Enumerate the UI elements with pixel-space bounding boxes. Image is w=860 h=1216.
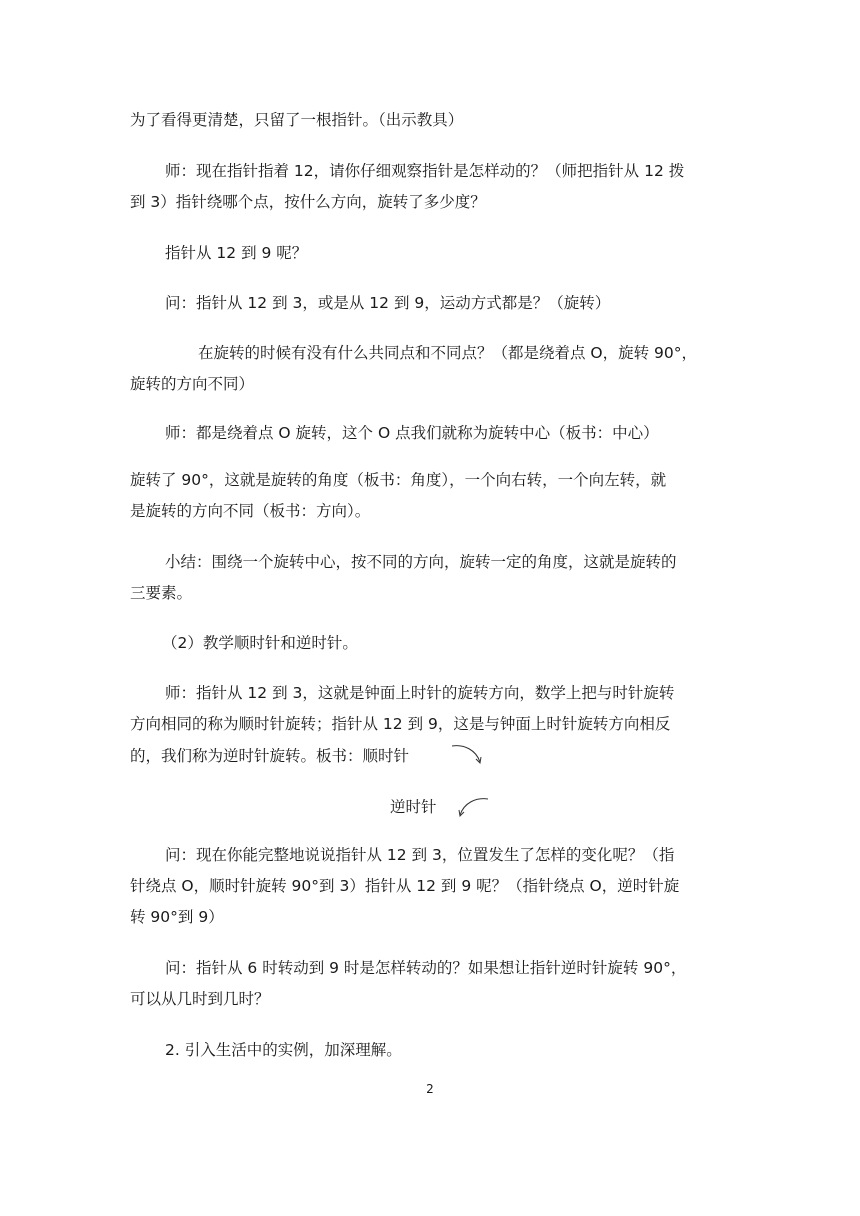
page-number: 2 bbox=[426, 1082, 434, 1096]
text-line-18: 问：现在你能完整地说说指针从 12 到 3，位置发生了怎样的变化呢？（指 bbox=[165, 846, 675, 864]
text-line-21: 问：指针从 6 时转动到 9 时是怎样转动的？如果想让指针逆时针旋转 90°， bbox=[165, 959, 687, 977]
text-line-11: 小结：围绕一个旋转中心，按不同的方向，旋转一定的角度，这就是旋转的 bbox=[165, 553, 677, 571]
text-line-3: 到 3）指针绕哪个点，按什么方向，旋转了多少度？ bbox=[130, 193, 486, 211]
text-line-23: 2. 引入生活中的实例，加深理解。 bbox=[165, 1041, 402, 1059]
clockwise-arrow-icon bbox=[450, 742, 486, 768]
text-line-19: 针绕点 O，顺时针旋转 90°到 3）指针从 12 到 9 呢？（指针绕点 O，逆时针旋 bbox=[130, 877, 680, 895]
text-line-20: 转 90°到 9） bbox=[130, 908, 224, 926]
text-line-15: 方向相同的称为顺时针旋转；指针从 12 到 9，这是与钟面上时针旋转方向相反 bbox=[130, 715, 671, 733]
counterclockwise-arrow-icon bbox=[456, 795, 492, 821]
text-line-8: 师：都是绕着点 O 旋转，这个 O 点我们就称为旋转中心（板书：中心） bbox=[165, 424, 659, 442]
text-line-1: 为了看得更清楚，只留了一根指针。（出示教具） bbox=[130, 111, 464, 129]
text-line-14: 师：指针从 12 到 3，这就是钟面上时针的旋转方向，数学上把与时针旋转 bbox=[165, 684, 675, 702]
text-line-22: 可以从几时到几时？ bbox=[130, 990, 270, 1008]
text-line-7: 旋转的方向不同） bbox=[130, 375, 255, 393]
text-line-16: 的，我们称为逆时针旋转。板书：顺时针 bbox=[130, 747, 410, 765]
text-line-5: 问：指针从 12 到 3，或是从 12 到 9，运动方式都是？（旋转） bbox=[165, 294, 611, 312]
text-line-4: 指针从 12 到 9 呢？ bbox=[165, 244, 308, 262]
text-line-10: 是旋转的方向不同（板书：方向）。 bbox=[130, 502, 371, 520]
text-line-12: 三要素。 bbox=[130, 584, 193, 602]
section-heading: （2）教学顺时针和逆时针。 bbox=[162, 634, 358, 652]
text-line-9: 旋转了 90°，这就是旋转的角度（板书：角度），一个向右转，一个向左转，就 bbox=[130, 471, 667, 489]
text-line-2: 师：现在指针指着 12，请你仔细观察指针是怎样动的？（师把指针从 12 拨 bbox=[165, 162, 685, 180]
text-line-6: 在旋转的时候有没有什么共同点和不同点？（都是绕着点 O，旋转 90°， bbox=[198, 344, 698, 362]
text-line-17: 逆时针 bbox=[390, 798, 437, 816]
